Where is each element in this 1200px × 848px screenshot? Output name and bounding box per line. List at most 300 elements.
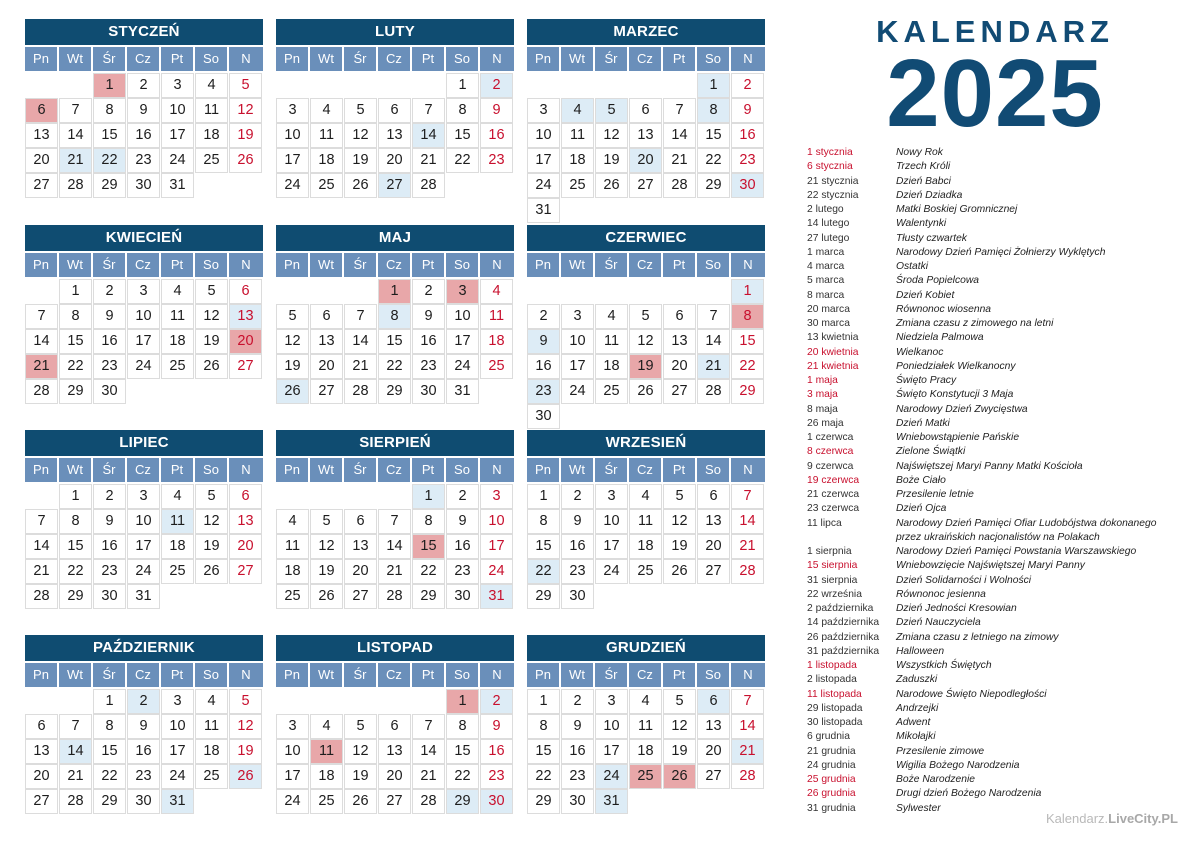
holiday-date: 1 stycznia: [807, 147, 853, 158]
day-cell: 13: [697, 509, 730, 534]
day-grid: [276, 484, 514, 609]
day-cell: 26: [629, 379, 662, 404]
day-cell: 28: [412, 173, 445, 198]
month-6: [25, 430, 263, 609]
day-cell: 30: [731, 173, 764, 198]
day-cell: 17: [595, 534, 628, 559]
holiday-name: Walentynki: [896, 218, 947, 230]
day-grid: [276, 689, 514, 814]
holiday-date: 2 lutego: [807, 204, 844, 215]
holiday-row: [807, 417, 1197, 431]
day-cell: 27: [378, 789, 411, 814]
holiday-row: [807, 303, 1197, 317]
day-cell: 25: [310, 789, 343, 814]
weekday-header-row: [276, 253, 514, 277]
day-cell: 10: [446, 304, 479, 329]
day-cell: 30: [446, 584, 479, 609]
empty-cell: [561, 279, 594, 304]
weekday-header: Wt: [561, 458, 595, 482]
holiday-name: Wszystkich Świętych: [896, 660, 992, 671]
day-cell: 6: [310, 304, 343, 329]
holiday-row: [807, 274, 1197, 288]
day-cell: 23: [127, 148, 160, 173]
day-cell: 2: [480, 689, 513, 714]
day-cell: 1: [93, 689, 126, 714]
holiday-name: Dzień Jedności Kresowian: [896, 603, 1017, 614]
day-cell: 18: [629, 739, 662, 764]
day-cell: 3: [161, 73, 194, 98]
day-cell: 27: [25, 173, 58, 198]
empty-cell: [276, 689, 309, 714]
day-cell: 11: [629, 509, 662, 534]
day-cell: 1: [446, 689, 479, 714]
day-cell: 20: [378, 764, 411, 789]
day-cell: 10: [527, 123, 560, 148]
empty-cell: [25, 279, 58, 304]
day-cell: 29: [446, 789, 479, 814]
day-cell: 21: [25, 559, 58, 584]
day-cell: 4: [629, 484, 662, 509]
day-cell: 4: [629, 689, 662, 714]
weekday-header: Śr: [344, 458, 378, 482]
day-cell: 5: [229, 73, 262, 98]
day-cell: 29: [731, 379, 764, 404]
day-cell: 15: [446, 739, 479, 764]
day-cell: 4: [161, 484, 194, 509]
day-cell: 10: [276, 123, 309, 148]
day-cell: 8: [93, 714, 126, 739]
month-1: [276, 19, 514, 198]
day-cell: 24: [161, 764, 194, 789]
day-cell: 26: [195, 559, 228, 584]
holiday-date: 23 czerwca: [807, 503, 860, 515]
day-cell: 14: [731, 714, 764, 739]
day-cell: 16: [731, 123, 764, 148]
day-cell: 17: [561, 354, 594, 379]
holiday-date: 14 lutego: [807, 218, 850, 230]
weekday-header-row: [527, 253, 765, 277]
holiday-date: 2 października: [807, 603, 874, 614]
day-cell: 9: [527, 329, 560, 354]
day-cell: 25: [629, 764, 662, 789]
day-cell: 3: [276, 98, 309, 123]
day-cell: 4: [161, 279, 194, 304]
holiday-row: [807, 659, 1197, 673]
holiday-row: [807, 189, 1197, 203]
holiday-name: Dzień Ojca: [896, 503, 947, 515]
weekday-header: Śr: [595, 253, 629, 277]
weekday-header: So: [446, 47, 480, 71]
empty-cell: [25, 689, 58, 714]
day-cell: 12: [595, 123, 628, 148]
day-cell: 6: [25, 714, 58, 739]
holiday-date: 21 kwietnia: [807, 360, 859, 372]
day-cell: 1: [93, 73, 126, 98]
weekday-header: Cz: [629, 253, 663, 277]
day-cell: 20: [629, 148, 662, 173]
day-cell: 20: [378, 148, 411, 173]
day-grid: [527, 73, 765, 223]
day-cell: 26: [229, 148, 262, 173]
day-cell: 24: [595, 559, 628, 584]
weekday-header: N: [229, 458, 263, 482]
day-cell: 29: [527, 789, 560, 814]
day-cell: 28: [378, 584, 411, 609]
holiday-date: 8 czerwca: [807, 446, 854, 458]
day-cell: 18: [161, 534, 194, 559]
weekday-header: Pt: [161, 663, 195, 687]
holiday-name: Narodowe Święto Niepodległości: [896, 688, 1047, 700]
month-0: [25, 19, 263, 198]
day-cell: 5: [344, 98, 377, 123]
holiday-name: Wniebowstąpienie Pańskie: [896, 432, 1020, 443]
day-cell: 6: [25, 98, 58, 123]
day-cell: 23: [561, 559, 594, 584]
month-4: [276, 225, 514, 404]
day-cell: 24: [127, 559, 160, 584]
day-cell: 14: [25, 329, 58, 354]
holiday-row: [807, 146, 1197, 160]
weekday-header: Śr: [93, 458, 127, 482]
holiday-list: [807, 146, 1197, 816]
day-cell: 4: [195, 689, 228, 714]
holiday-row: [807, 616, 1197, 630]
day-cell: 1: [59, 279, 92, 304]
day-cell: 27: [229, 354, 262, 379]
weekday-header: Cz: [127, 458, 161, 482]
month-3: [25, 225, 263, 404]
day-cell: 25: [629, 559, 662, 584]
day-cell: 22: [93, 148, 126, 173]
weekday-header: N: [731, 253, 765, 277]
holiday-date: 6 stycznia: [807, 161, 853, 173]
weekday-header: Pn: [25, 663, 59, 687]
weekday-header: Wt: [310, 663, 344, 687]
day-cell: 1: [527, 484, 560, 509]
day-cell: 21: [59, 148, 92, 173]
holiday-row: [807, 289, 1197, 303]
holiday-date: 26 maja: [807, 417, 844, 429]
day-grid: [25, 689, 263, 814]
day-cell: 16: [93, 534, 126, 559]
holiday-name: Narodowy Dzień Pamięci Żołnierzy Wyklętych: [896, 246, 1106, 258]
day-cell: 20: [25, 764, 58, 789]
day-cell: 21: [344, 354, 377, 379]
holiday-name: Zmiana czasu z zimowego na letni: [896, 318, 1054, 329]
weekday-header-row: [25, 47, 263, 71]
day-cell: 24: [127, 354, 160, 379]
day-grid: [527, 689, 765, 814]
weekday-header: Pt: [663, 47, 697, 71]
day-cell: 23: [561, 764, 594, 789]
holiday-row: [807, 317, 1197, 331]
day-cell: 30: [561, 584, 594, 609]
day-cell: 15: [378, 329, 411, 354]
empty-cell: [378, 689, 411, 714]
day-cell: 13: [310, 329, 343, 354]
holiday-date: 21 czerwca: [807, 489, 860, 500]
holiday-date: [807, 531, 896, 545]
holiday-date: 2 listopada: [807, 674, 857, 686]
weekday-header: So: [446, 253, 480, 277]
day-cell: 15: [59, 534, 92, 559]
day-cell: 16: [561, 739, 594, 764]
footer-brand-name: LiveCity.PL: [1108, 811, 1178, 826]
holiday-date: 1 sierpnia: [807, 546, 852, 557]
empty-cell: [629, 73, 662, 98]
day-cell: 8: [527, 509, 560, 534]
day-cell: 19: [595, 148, 628, 173]
day-grid: [276, 73, 514, 198]
day-cell: 17: [276, 764, 309, 789]
day-cell: 23: [127, 764, 160, 789]
day-cell: 5: [229, 689, 262, 714]
weekday-header: Wt: [310, 253, 344, 277]
day-cell: 14: [697, 329, 730, 354]
day-cell: 21: [731, 739, 764, 764]
day-cell: 16: [480, 739, 513, 764]
day-cell: 28: [25, 379, 58, 404]
month-11: [527, 635, 765, 814]
weekday-header: So: [195, 458, 229, 482]
day-cell: 31: [127, 584, 160, 609]
holiday-date: 27 lutego: [807, 232, 850, 244]
day-cell: 5: [629, 304, 662, 329]
day-cell: 12: [195, 509, 228, 534]
holiday-date: 30 listopada: [807, 717, 863, 728]
weekday-header: Pt: [663, 253, 697, 277]
day-cell: 12: [344, 123, 377, 148]
day-cell: 21: [378, 559, 411, 584]
title-block: [870, 14, 1120, 147]
weekday-header: Cz: [378, 663, 412, 687]
empty-cell: [310, 279, 343, 304]
title-year: 2025: [886, 40, 1104, 147]
day-cell: 20: [229, 534, 262, 559]
weekday-header: Wt: [561, 253, 595, 277]
weekday-header: Śr: [93, 663, 127, 687]
day-cell: 20: [697, 739, 730, 764]
day-cell: 5: [276, 304, 309, 329]
weekday-header-row: [25, 253, 263, 277]
day-cell: 6: [663, 304, 696, 329]
day-cell: 12: [629, 329, 662, 354]
day-cell: 15: [731, 329, 764, 354]
month-2: [527, 19, 765, 223]
holiday-row: [807, 374, 1197, 388]
empty-cell: [344, 73, 377, 98]
day-cell: 2: [412, 279, 445, 304]
footer-prefix: Kalendarz.: [1046, 811, 1109, 826]
day-cell: 19: [344, 148, 377, 173]
day-cell: 10: [276, 739, 309, 764]
weekday-header: Cz: [629, 47, 663, 71]
holiday-row: [807, 388, 1197, 402]
day-cell: 29: [93, 789, 126, 814]
day-cell: 7: [731, 484, 764, 509]
day-cell: 2: [561, 484, 594, 509]
day-cell: 22: [527, 559, 560, 584]
day-cell: 15: [59, 329, 92, 354]
empty-cell: [310, 73, 343, 98]
footer-brand: [1046, 811, 1178, 826]
day-cell: 11: [310, 739, 343, 764]
day-cell: 15: [412, 534, 445, 559]
holiday-row: [807, 431, 1197, 445]
day-cell: 22: [446, 148, 479, 173]
holiday-name: Zaduszki: [896, 674, 938, 686]
day-cell: 9: [446, 509, 479, 534]
holiday-name: Tłusty czwartek: [896, 232, 967, 244]
day-cell: 27: [663, 379, 696, 404]
holiday-row: [807, 702, 1197, 716]
day-cell: 29: [527, 584, 560, 609]
day-cell: 19: [344, 764, 377, 789]
day-cell: 25: [595, 379, 628, 404]
holiday-name: Niedziela Palmowa: [896, 332, 984, 344]
holiday-name: Dzień Nauczyciela: [896, 617, 981, 629]
empty-cell: [527, 279, 560, 304]
day-cell: 24: [276, 789, 309, 814]
day-cell: 4: [276, 509, 309, 534]
holiday-date: 19 czerwca: [807, 474, 860, 486]
day-cell: 18: [629, 534, 662, 559]
day-cell: 4: [310, 714, 343, 739]
weekday-header: Pn: [25, 458, 59, 482]
day-cell: 14: [378, 534, 411, 559]
day-cell: 23: [93, 559, 126, 584]
weekday-header: Cz: [378, 253, 412, 277]
day-cell: 31: [161, 789, 194, 814]
day-cell: 11: [595, 329, 628, 354]
holiday-name: Narodowy Dzień Pamięci Powstania Warszawskiego: [896, 546, 1137, 557]
empty-cell: [25, 484, 58, 509]
day-cell: 7: [25, 509, 58, 534]
holiday-row: [807, 745, 1197, 759]
day-cell: 19: [195, 534, 228, 559]
day-cell: 6: [697, 484, 730, 509]
month-title: LIPIEC: [25, 430, 263, 456]
holiday-name: Święto Konstytucji 3 Maja: [896, 389, 1014, 401]
holiday-name: Święto Pracy: [896, 375, 957, 386]
holiday-row: [807, 631, 1197, 645]
weekday-header: Pn: [25, 47, 59, 71]
day-cell: 2: [480, 73, 513, 98]
empty-cell: [25, 73, 58, 98]
holiday-date: 25 grudnia: [807, 774, 856, 785]
day-cell: 14: [412, 739, 445, 764]
day-cell: 23: [527, 379, 560, 404]
holiday-row: [807, 488, 1197, 502]
day-cell: 12: [229, 98, 262, 123]
weekday-header: So: [697, 253, 731, 277]
day-cell: 30: [127, 789, 160, 814]
empty-cell: [412, 73, 445, 98]
weekday-header: N: [480, 47, 514, 71]
day-cell: 30: [527, 404, 560, 429]
day-cell: 10: [595, 509, 628, 534]
holiday-date: 14 października: [807, 617, 880, 629]
day-cell: 12: [344, 739, 377, 764]
day-cell: 3: [527, 98, 560, 123]
day-cell: 22: [59, 559, 92, 584]
weekday-header: Pt: [412, 253, 446, 277]
day-cell: 23: [412, 354, 445, 379]
day-cell: 27: [310, 379, 343, 404]
day-cell: 9: [480, 714, 513, 739]
holiday-date: 31 grudnia: [807, 802, 856, 814]
day-cell: 2: [527, 304, 560, 329]
holiday-date: 6 grudnia: [807, 731, 850, 743]
weekday-header: Śr: [344, 663, 378, 687]
day-cell: 5: [663, 689, 696, 714]
holiday-date: 20 kwietnia: [807, 346, 859, 358]
day-cell: 11: [195, 714, 228, 739]
day-cell: 8: [59, 509, 92, 534]
day-cell: 25: [561, 173, 594, 198]
holiday-row: [807, 246, 1197, 260]
holiday-name: Zmiana czasu z letniego na zimowy: [896, 631, 1059, 643]
holiday-date: 26 grudnia: [807, 788, 856, 800]
day-cell: 3: [161, 689, 194, 714]
day-cell: 18: [310, 148, 343, 173]
day-cell: 27: [25, 789, 58, 814]
holiday-row: [807, 531, 1197, 545]
day-cell: 18: [595, 354, 628, 379]
empty-cell: [344, 484, 377, 509]
day-cell: 7: [344, 304, 377, 329]
day-cell: 2: [561, 689, 594, 714]
holiday-row: [807, 588, 1197, 602]
day-cell: 24: [561, 379, 594, 404]
day-cell: 1: [697, 73, 730, 98]
day-cell: 23: [93, 354, 126, 379]
holiday-date: 1 czerwca: [807, 432, 854, 443]
day-cell: 31: [480, 584, 513, 609]
month-9: [25, 635, 263, 814]
holiday-row: [807, 445, 1197, 459]
day-cell: 13: [378, 739, 411, 764]
day-cell: 24: [480, 559, 513, 584]
day-cell: 22: [93, 764, 126, 789]
day-cell: 13: [663, 329, 696, 354]
day-cell: 25: [161, 559, 194, 584]
weekday-header: Wt: [310, 47, 344, 71]
holiday-date: 1 maja: [807, 375, 838, 386]
day-cell: 6: [697, 689, 730, 714]
holiday-row: [807, 787, 1197, 801]
weekday-header: So: [195, 47, 229, 71]
weekday-header: N: [731, 47, 765, 71]
weekday-header: N: [480, 458, 514, 482]
holiday-name: Narodowy Dzień Pamięci Ofiar Ludobójstwa dokonanego: [896, 517, 1157, 529]
holiday-name: Wielkanoc: [896, 346, 944, 358]
weekday-header: So: [195, 253, 229, 277]
month-title: SIERPIEŃ: [276, 430, 514, 456]
weekday-header: So: [697, 458, 731, 482]
holiday-row: [807, 232, 1197, 246]
holiday-name: Dzień Solidarności i Wolności: [896, 574, 1032, 586]
holiday-name: Andrzejki: [896, 702, 939, 714]
weekday-header: Pt: [663, 458, 697, 482]
holiday-date: 9 czerwca: [807, 460, 854, 472]
day-cell: 16: [412, 329, 445, 354]
weekday-header: Śr: [344, 253, 378, 277]
holiday-row: [807, 645, 1197, 659]
day-cell: 20: [229, 329, 262, 354]
weekday-header: So: [446, 458, 480, 482]
weekday-header: N: [731, 458, 765, 482]
